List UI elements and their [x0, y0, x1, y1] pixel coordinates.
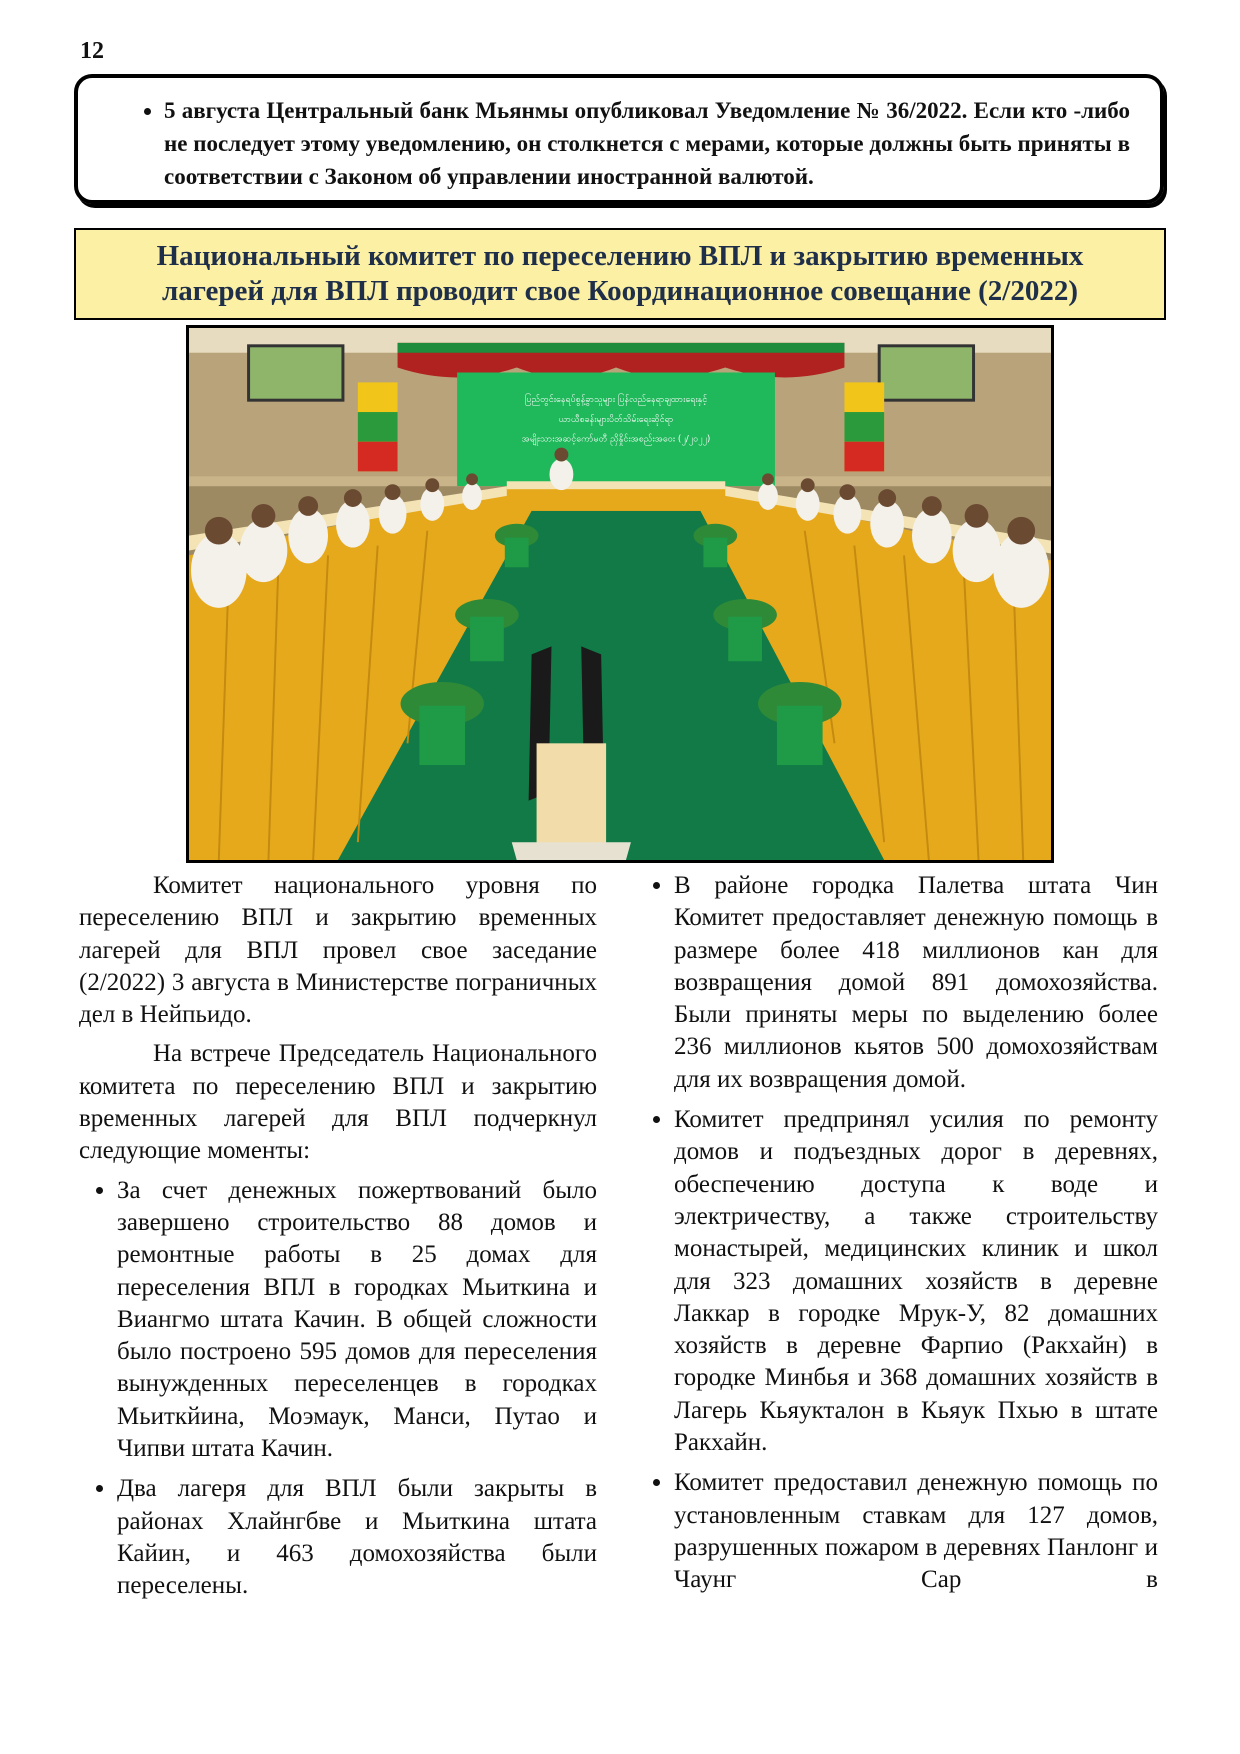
right-column	[636, 870, 1158, 1605]
left-column	[79, 870, 597, 1611]
notice-box	[74, 74, 1164, 204]
screen-text-1: ပြည်တွင်းနေရပ်စွန့်ခွာသူများ ပြန်လည်နေရာချထားရေးနှင့်	[524, 395, 708, 406]
paragraph-meeting: На встрече Председатель Национального комитета по переселению ВПЛ и закрытию временных лагерей для ВПЛ подчеркнул следующие моменты:	[79, 1040, 597, 1165]
list-item: • За счет денежных пожертвований было завершено строительство 88 домов и ремонтные работы в 25 домах для переселения ВПЛ в городках Мьиткина и Виангмо штата Качин. В общей сложности было построено 595 домов для переселения вынужденных переселенцев в городках Мьиткйина, Моэмаук, Манси, Путао и Чипви штата Качин.	[117, 1175, 597, 1466]
notice-text: • 5 августа Центральный банк Мьянмы опубликовал Уведомление № 36/2022. Если кто -либо не последует этому уведомлению, он столкнется с мерами, которые должны быть приняты в соответствии с Законом об управлении иностранной валютой.	[164, 94, 1130, 193]
screen-text-2: ယာယီစခန်းများပိတ်သိမ်းရေးဆိုင်ရာ	[558, 414, 674, 425]
headline-line-1: Национальный комитет по переселению ВПЛ и закрытию временных	[156, 240, 1084, 272]
headline-line-2: лагерей для ВПЛ проводит свое Координационное совещание (2/2022)	[161, 275, 1079, 307]
page-number: 12	[80, 38, 104, 64]
meeting-photo	[186, 325, 1054, 863]
list-item: • Комитет предоставил денежную помощь по установленным ставкам для 127 домов, разрушенных пожаром в деревнях Панлонг и Чаунг Сар в	[674, 1467, 1158, 1596]
list-item: • Комитет предпринял усилия по ремонту домов и подъездных дорог в деревнях, обеспечению доступа к воде и электричеству, а также строительству монастырей, медицинских клиник и школ для 323 домашних хозяйств в деревне Лаккар в городке Мрук-У, 82 домашних хозяйств в деревне Фарпио (Ракхайн) в городке Минбья и 368 домашних хозяйств в Лагерь Кьяукталон в Кьяук Пхью в штате Ракхайн.	[674, 1104, 1158, 1459]
screen-text-3: အမျိုးသားအဆင့်ကော်မတီ ညှိနှိုင်းအစည်းအဝေး (၂/၂၀၂၂)	[521, 434, 711, 445]
list-item: • В районе городка Палетва штата Чин Комитет предоставляет денежную помощь в размере более 418 миллионов кан для возвращения домой 891 домохозяйства. Были приняты меры по выделению более 236 миллионов кьятов 500 домохозяйствам для их возвращения домой.	[674, 870, 1158, 1096]
paragraph-intro: Комитет национального уровня по переселению ВПЛ и закрытию временных лагерей для ВПЛ провел свое заседание (2/2022) 3 августа в Министерстве пограничных дел в Нейпьидо.	[79, 872, 597, 1029]
article-headline	[74, 228, 1166, 320]
list-item: • Два лагеря для ВПЛ были закрыты в районах Хлайнгбве и Мьиткина штата Кайин, и 463 домохозяйства были переселены.	[117, 1473, 597, 1602]
